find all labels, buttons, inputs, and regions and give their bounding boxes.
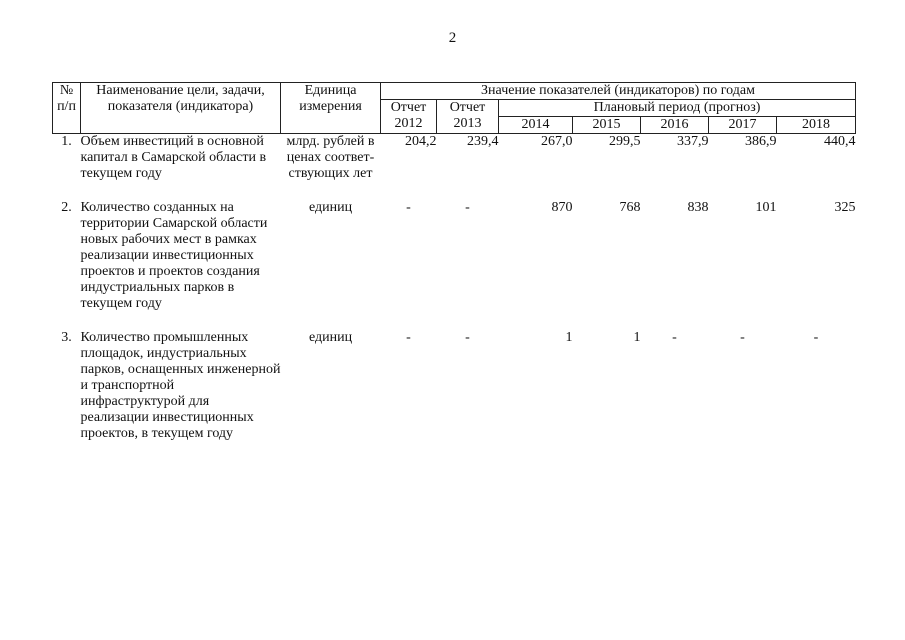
row-value: 870 [551,200,573,215]
row-unit: единиц [308,200,353,215]
row-value: 299,5 [609,134,641,149]
row-value: - [740,330,745,345]
row-value: 239,4 [467,134,499,149]
row-value: 768 [619,200,641,215]
header-report-2012: Отчет 2012 [381,100,437,134]
row-num: 3. [61,330,72,345]
header-year: 2016 [641,117,709,134]
page-number: 2 [448,30,457,46]
row-value: 440,4 [824,134,856,149]
row-value: - [465,200,470,215]
indicators-table [52,82,856,460]
row-value: 1 [633,330,641,345]
row-value: - [465,330,470,345]
row-value: 337,9 [677,134,709,149]
row-value: 1 [565,330,573,345]
table-row [53,134,856,201]
header-name: Наименование цели, задачи, показателя (индикатора) [81,83,281,134]
row-num: 2. [61,200,72,215]
header-year: 2014 [499,117,573,134]
header-year: 2018 [777,117,856,134]
header-report-2013: Отчет 2013 [437,100,499,134]
header-year: 2015 [573,117,641,134]
row-value: 204,2 [405,134,437,149]
row-name: Количество промышленных площадок, индустриальных парков, оснащенных инженерной и транспортной инфраструктурой для реализации инвестиционных проектов, в текущем году [80,330,281,441]
header-year: 2017 [709,117,777,134]
row-value: 386,9 [745,134,777,149]
row-unit: единиц [308,330,353,345]
row-num: 1. [61,134,72,149]
row-value: 325 [834,200,856,215]
row-value: - [813,330,819,345]
row-name: Количество созданных на территории Самарской области новых рабочих мест в рамках реализации инвестиционных проектов и проектов создания индустриальных парков в текущем году [80,200,268,311]
header-plan-group: Плановый период (прогноз) [499,100,856,117]
table-row [53,330,856,460]
row-value: 267,0 [541,134,573,149]
row-name: Объем инвестиций в основной капитал в Самарской области в текущем году [80,134,267,181]
row-unit: млрд. рублей в ценах соответ- ствующих лет [286,134,375,181]
row-value: - [406,200,411,215]
header-values-group: Значение показателей (индикаторов) по годам [381,83,856,100]
header-num: № п/п [53,83,81,134]
row-value: - [672,330,677,345]
row-value: - [406,330,411,345]
row-value: 838 [687,200,709,215]
header-unit: Единица измерения [281,83,381,134]
table-row [53,200,856,330]
row-value: 101 [755,200,777,215]
